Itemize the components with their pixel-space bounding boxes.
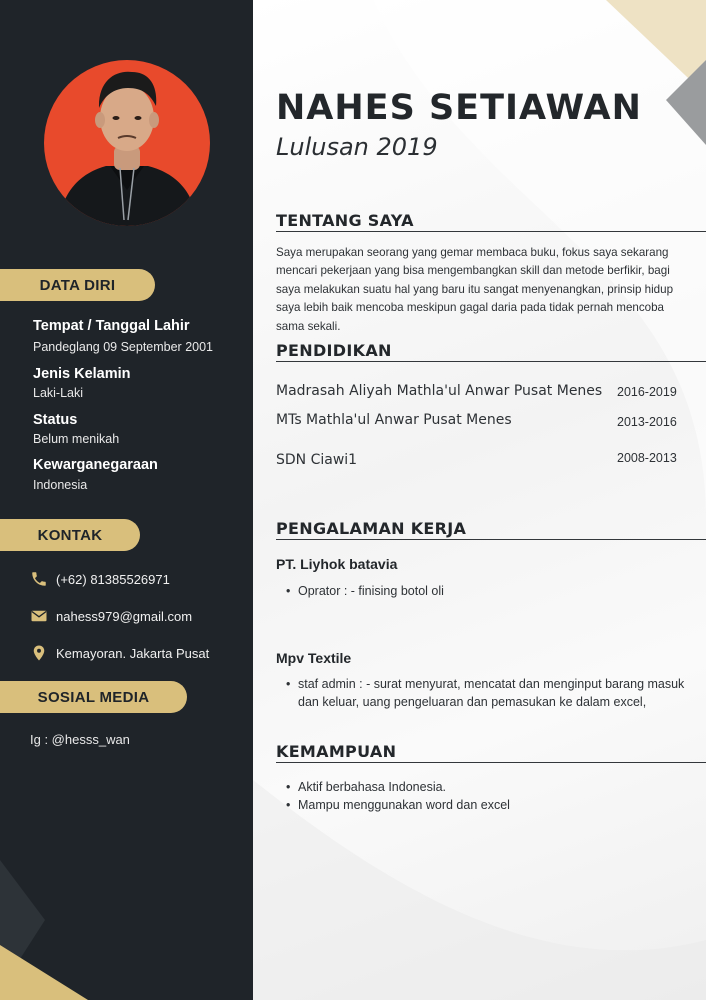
sidebar-corner-decoration bbox=[0, 830, 253, 1000]
skills-heading: KEMAMPUAN bbox=[276, 742, 706, 763]
gender-value: Laki-Laki bbox=[33, 386, 84, 400]
education-years: 2016-2019 bbox=[617, 385, 677, 399]
social-media-heading: SOSIAL MEDIA bbox=[0, 681, 187, 713]
company-name: Mpv Textile bbox=[276, 650, 352, 666]
education-years: 2013-2016 bbox=[617, 415, 677, 429]
company-name: PT. Liyhok batavia bbox=[276, 556, 398, 572]
about-text: Saya merupakan seorang yang gemar membaca buku, fokus saya sekarang mencari pekerjaan yang bisa mengembangkan skill dan metode berfikir, bagi saya melakukan suatu hal yang baru itu sangat menyenangkan, prinsip hidup saya lebih baik mencoba meskipun gagal daria pada tidak pernah mencoba sama sekali. bbox=[276, 246, 674, 333]
contact-address bbox=[30, 644, 209, 662]
about-heading: TENTANG SAYA bbox=[276, 211, 706, 232]
mail-icon bbox=[30, 607, 48, 625]
profile-photo bbox=[44, 60, 210, 226]
contact-phone[interactable] bbox=[30, 570, 170, 588]
education-school: SDN Ciawi1 bbox=[276, 452, 358, 468]
skill-item: • Mampu menggunakan word dan excel bbox=[286, 797, 676, 815]
kontak-heading: KONTAK bbox=[0, 519, 140, 551]
citizenship-label: Kewarganegaraan bbox=[33, 457, 158, 473]
education-school: Madrasah Aliyah Mathla'ul Anwar Pusat Menes bbox=[276, 383, 603, 399]
gender-label: Jenis Kelamin bbox=[33, 366, 131, 382]
status-value: Belum menikah bbox=[33, 432, 120, 446]
education-heading: PENDIDIKAN bbox=[276, 341, 706, 362]
birth-value: Pandeglang 09 September 2001 bbox=[33, 340, 214, 354]
education-years: 2008-2013 bbox=[617, 451, 677, 465]
education-school: MTs Mathla'ul Anwar Pusat Menes bbox=[276, 412, 512, 428]
job-detail: • staf admin : - surat menyurat, mencatat dan menginput barang masuk dan keluar, uang pengeluaran dan pemasukan ke dalam excel, bbox=[286, 676, 691, 711]
location-pin-icon bbox=[30, 644, 48, 662]
job-detail: • Oprator : - finising botol oli bbox=[286, 583, 676, 601]
status-label: Status bbox=[33, 412, 78, 428]
skill-item: • Aktif berbahasa Indonesia. bbox=[286, 779, 676, 797]
address-text: Kemayoran. Jakarta Pusat bbox=[56, 645, 210, 661]
full-name: NAHES SETIAWAN bbox=[276, 88, 642, 128]
citizenship-value: Indonesia bbox=[33, 478, 88, 492]
phone-text: (+62) 81385526971 bbox=[56, 571, 170, 587]
person-portrait-icon bbox=[44, 60, 210, 226]
contact-email[interactable] bbox=[30, 607, 192, 625]
instagram-handle[interactable]: Ig : @hesss_wan bbox=[30, 732, 130, 747]
main-content bbox=[253, 0, 706, 1000]
data-diri-heading: DATA DIRI bbox=[0, 269, 155, 301]
phone-icon bbox=[30, 570, 48, 588]
birth-label: Tempat / Tanggal Lahir bbox=[33, 318, 190, 334]
experience-heading: PENGALAMAN KERJA bbox=[276, 519, 706, 540]
sidebar bbox=[0, 0, 253, 1000]
email-text: nahess979@gmail.com bbox=[56, 608, 193, 624]
graduation-subtitle: Lulusan 2019 bbox=[276, 133, 438, 161]
